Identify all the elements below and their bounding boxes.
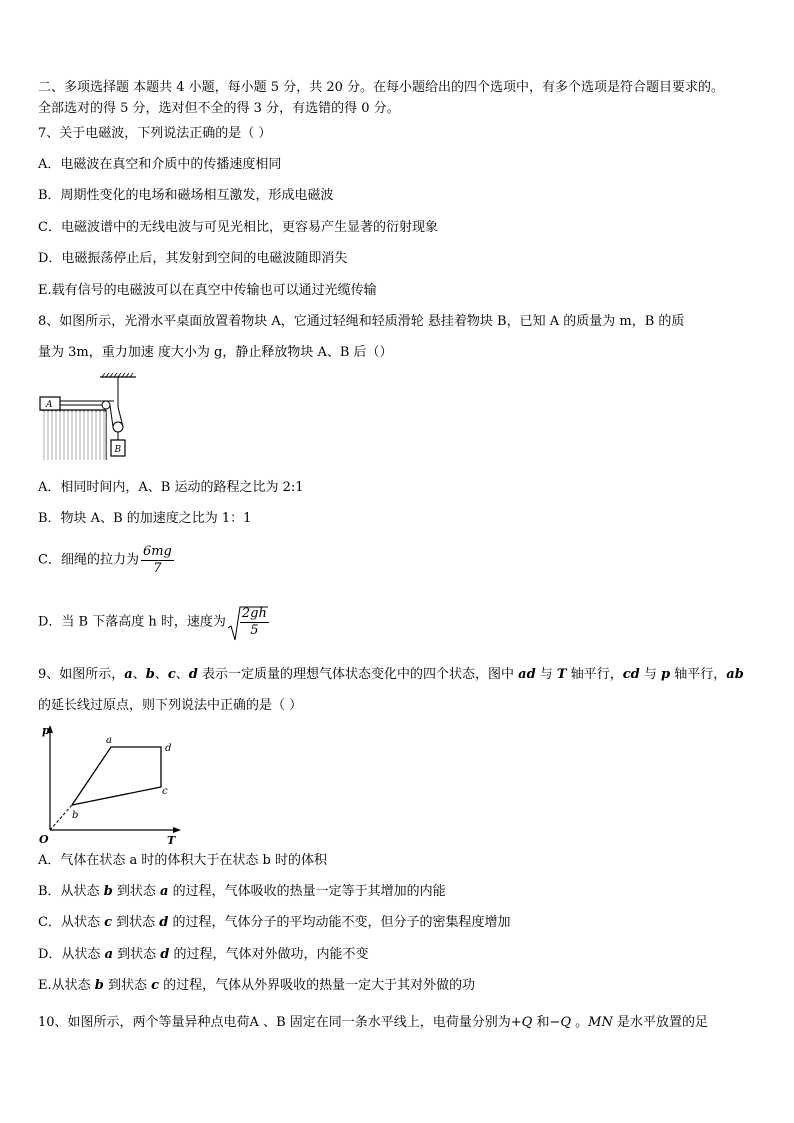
- q9-axis-y-label: p: [42, 724, 50, 737]
- q9-stem-var: a: [124, 667, 133, 682]
- q7-option-e: E.载有信号的电磁波可以在真空中传输也可以通过光缆传输: [38, 283, 377, 298]
- q9-stem-text: 表示一定质量的理想气体状态变化中的四个状态，图中: [197, 667, 519, 682]
- q9-option-d-text: 到状态: [113, 947, 161, 962]
- q9-option-e: [38, 978, 475, 994]
- q8-option-d: [38, 606, 269, 639]
- q9-point-d-label: d: [165, 743, 172, 754]
- q9-stem-var: cd: [622, 667, 640, 682]
- q9-point-c-label: c: [162, 786, 168, 797]
- q8-option-c-numerator: 6mg: [142, 544, 172, 559]
- q9-pt-graph: [36, 722, 186, 847]
- q10-stem-text: 和: [532, 1015, 550, 1030]
- q7-option-c: C．电磁波谱中的无线电波与可见光相比，更容易产生显著的衍射现象: [38, 220, 438, 235]
- q9-point-a-label: a: [106, 735, 112, 746]
- q10-stem-text: 10、如图所示，两个等量异种点电荷A 、B 固定在同一条水平线上，电荷量分别为: [38, 1015, 511, 1030]
- q9-option-e-var: b: [94, 978, 104, 993]
- q9-stem-text: 、: [154, 667, 168, 682]
- q7-option-a: A．电磁波在真空和介质中的传播速度相同: [38, 157, 282, 172]
- q8-pulley-figure: [38, 372, 148, 462]
- q9-option-c-var: d: [159, 915, 169, 930]
- q10-stem-text: 。: [571, 1015, 589, 1030]
- q9-stem-line1: [38, 667, 744, 683]
- q9-option-b: [38, 884, 446, 900]
- q8-option-d-numerator: 2gh: [241, 606, 267, 621]
- q9-option-b-text: B．从状态: [38, 884, 104, 899]
- q7-option-d: D．电磁振荡停止后，其发射到空间的电磁波随即消失: [38, 251, 348, 266]
- q9-stem-var: c: [167, 667, 176, 682]
- q9-option-d-var: d: [160, 947, 170, 962]
- q9-stem-var: p: [661, 667, 671, 682]
- q8-option-c-prefix: C．细绳的拉力为: [38, 552, 139, 568]
- q7-option-b: B．周期性变化的电场和磁场相互激发，形成电磁波: [38, 188, 334, 203]
- q8-option-c-fraction: [141, 544, 174, 577]
- radical-sign-icon: [228, 606, 268, 642]
- q8-option-d-denominator: 5: [250, 623, 259, 638]
- q10-stem-var: +Q: [510, 1015, 533, 1030]
- q8-stem-line1: 8、如图所示，光滑水平桌面放置着物块 A，它通过轻绳和轻质滑轮 悬挂着物块 B，已知 A 的质量为 m，B 的质: [38, 314, 685, 329]
- q10-stem: [38, 1015, 708, 1031]
- q9-option-b-var: a: [160, 884, 169, 899]
- q8-option-c-denominator: 7: [153, 561, 162, 576]
- q9-stem-var: ad: [518, 667, 536, 682]
- q9-option-e-text: 到状态: [103, 978, 152, 993]
- q9-stem-text: 与: [639, 667, 662, 682]
- section-header-line1: 二、多项选择题 本题共 4 小题，每小题 5 分，共 20 分。在每小题给出的四个选项中，有多个选项是符合题目要求的。: [38, 80, 725, 95]
- q9-stem-text: 、: [132, 667, 146, 682]
- q9-option-b-text: 的过程，气体吸收的热量一定等于其增加的内能: [168, 884, 446, 899]
- q9-stem-text: 9、如图所示，: [38, 667, 125, 682]
- q9-option-e-var: c: [151, 978, 160, 993]
- q9-stem-text: 轴平行，: [566, 667, 623, 682]
- q10-stem-var: MN: [588, 1015, 613, 1030]
- q10-stem-text: 是水平放置的足: [612, 1015, 708, 1030]
- q9-option-d-text: 的过程，气体对外做功，内能不变: [169, 947, 369, 962]
- q9-option-e-text: E.从状态: [38, 978, 95, 993]
- q9-option-e-text: 的过程，气体从外界吸收的热量一定大于其对外做的功: [159, 978, 476, 993]
- q9-point-b-label: b: [72, 810, 79, 821]
- q8-option-d-prefix: D．当 B 下落高度 h 时，速度为: [38, 614, 226, 630]
- q9-option-c-text: 到状态: [112, 915, 160, 930]
- q10-stem-var: −Q: [549, 1015, 572, 1030]
- q9-stem-line2: 的延长线过原点，则下列说法中正确的是（ ）: [38, 698, 303, 713]
- q9-option-c: [38, 915, 511, 931]
- q9-option-a: A．气体在状态 a 时的体积大于在状态 b 时的体积: [38, 853, 327, 868]
- q9-stem-var: ab: [726, 667, 744, 682]
- q8-figure-label-b: B: [114, 445, 122, 455]
- q9-option-c-text: 的过程，气体分子的平均动能不变，但分子的密集程度增加: [168, 915, 511, 930]
- q8-stem-line2: 量为 3m，重力加速 度大小为 g，静止释放物块 A、B 后（）: [38, 345, 393, 360]
- q9-stem-var: d: [188, 667, 198, 682]
- q9-option-b-var: b: [103, 884, 113, 899]
- q9-stem-var: b: [145, 667, 155, 682]
- q9-stem-var: T: [556, 667, 567, 682]
- q9-option-c-var: c: [104, 915, 113, 930]
- q9-origin-label: O: [39, 833, 49, 846]
- q8-option-a: A．相同时间内，A、B 运动的路程之比为 2:1: [38, 480, 304, 495]
- section-header-line2: 全部选对的得 5 分，选对但不全的得 3 分，有选错的得 0 分。: [38, 101, 400, 116]
- q8-option-d-sqrt: [228, 606, 269, 639]
- q8-option-c: [38, 544, 174, 577]
- q9-axis-x-label: T: [167, 834, 176, 847]
- q8-option-b: B．物块 A、B 的加速度之比为 1：1: [38, 511, 252, 526]
- q9-stem-text: 与: [535, 667, 557, 682]
- q9-stem-text: 、: [175, 667, 189, 682]
- q9-option-d-text: D．从状态: [38, 947, 105, 962]
- q9-option-b-text: 到状态: [112, 884, 161, 899]
- q9-stem-text: 轴平行，: [670, 667, 727, 682]
- q9-option-c-text: C．从状态: [38, 915, 105, 930]
- q9-option-d: [38, 947, 369, 963]
- q8-figure-label-a: A: [46, 400, 53, 410]
- q9-option-d-var: a: [104, 947, 113, 962]
- q7-stem: 7、关于电磁波，下列说法正确的是（ ）: [38, 126, 272, 141]
